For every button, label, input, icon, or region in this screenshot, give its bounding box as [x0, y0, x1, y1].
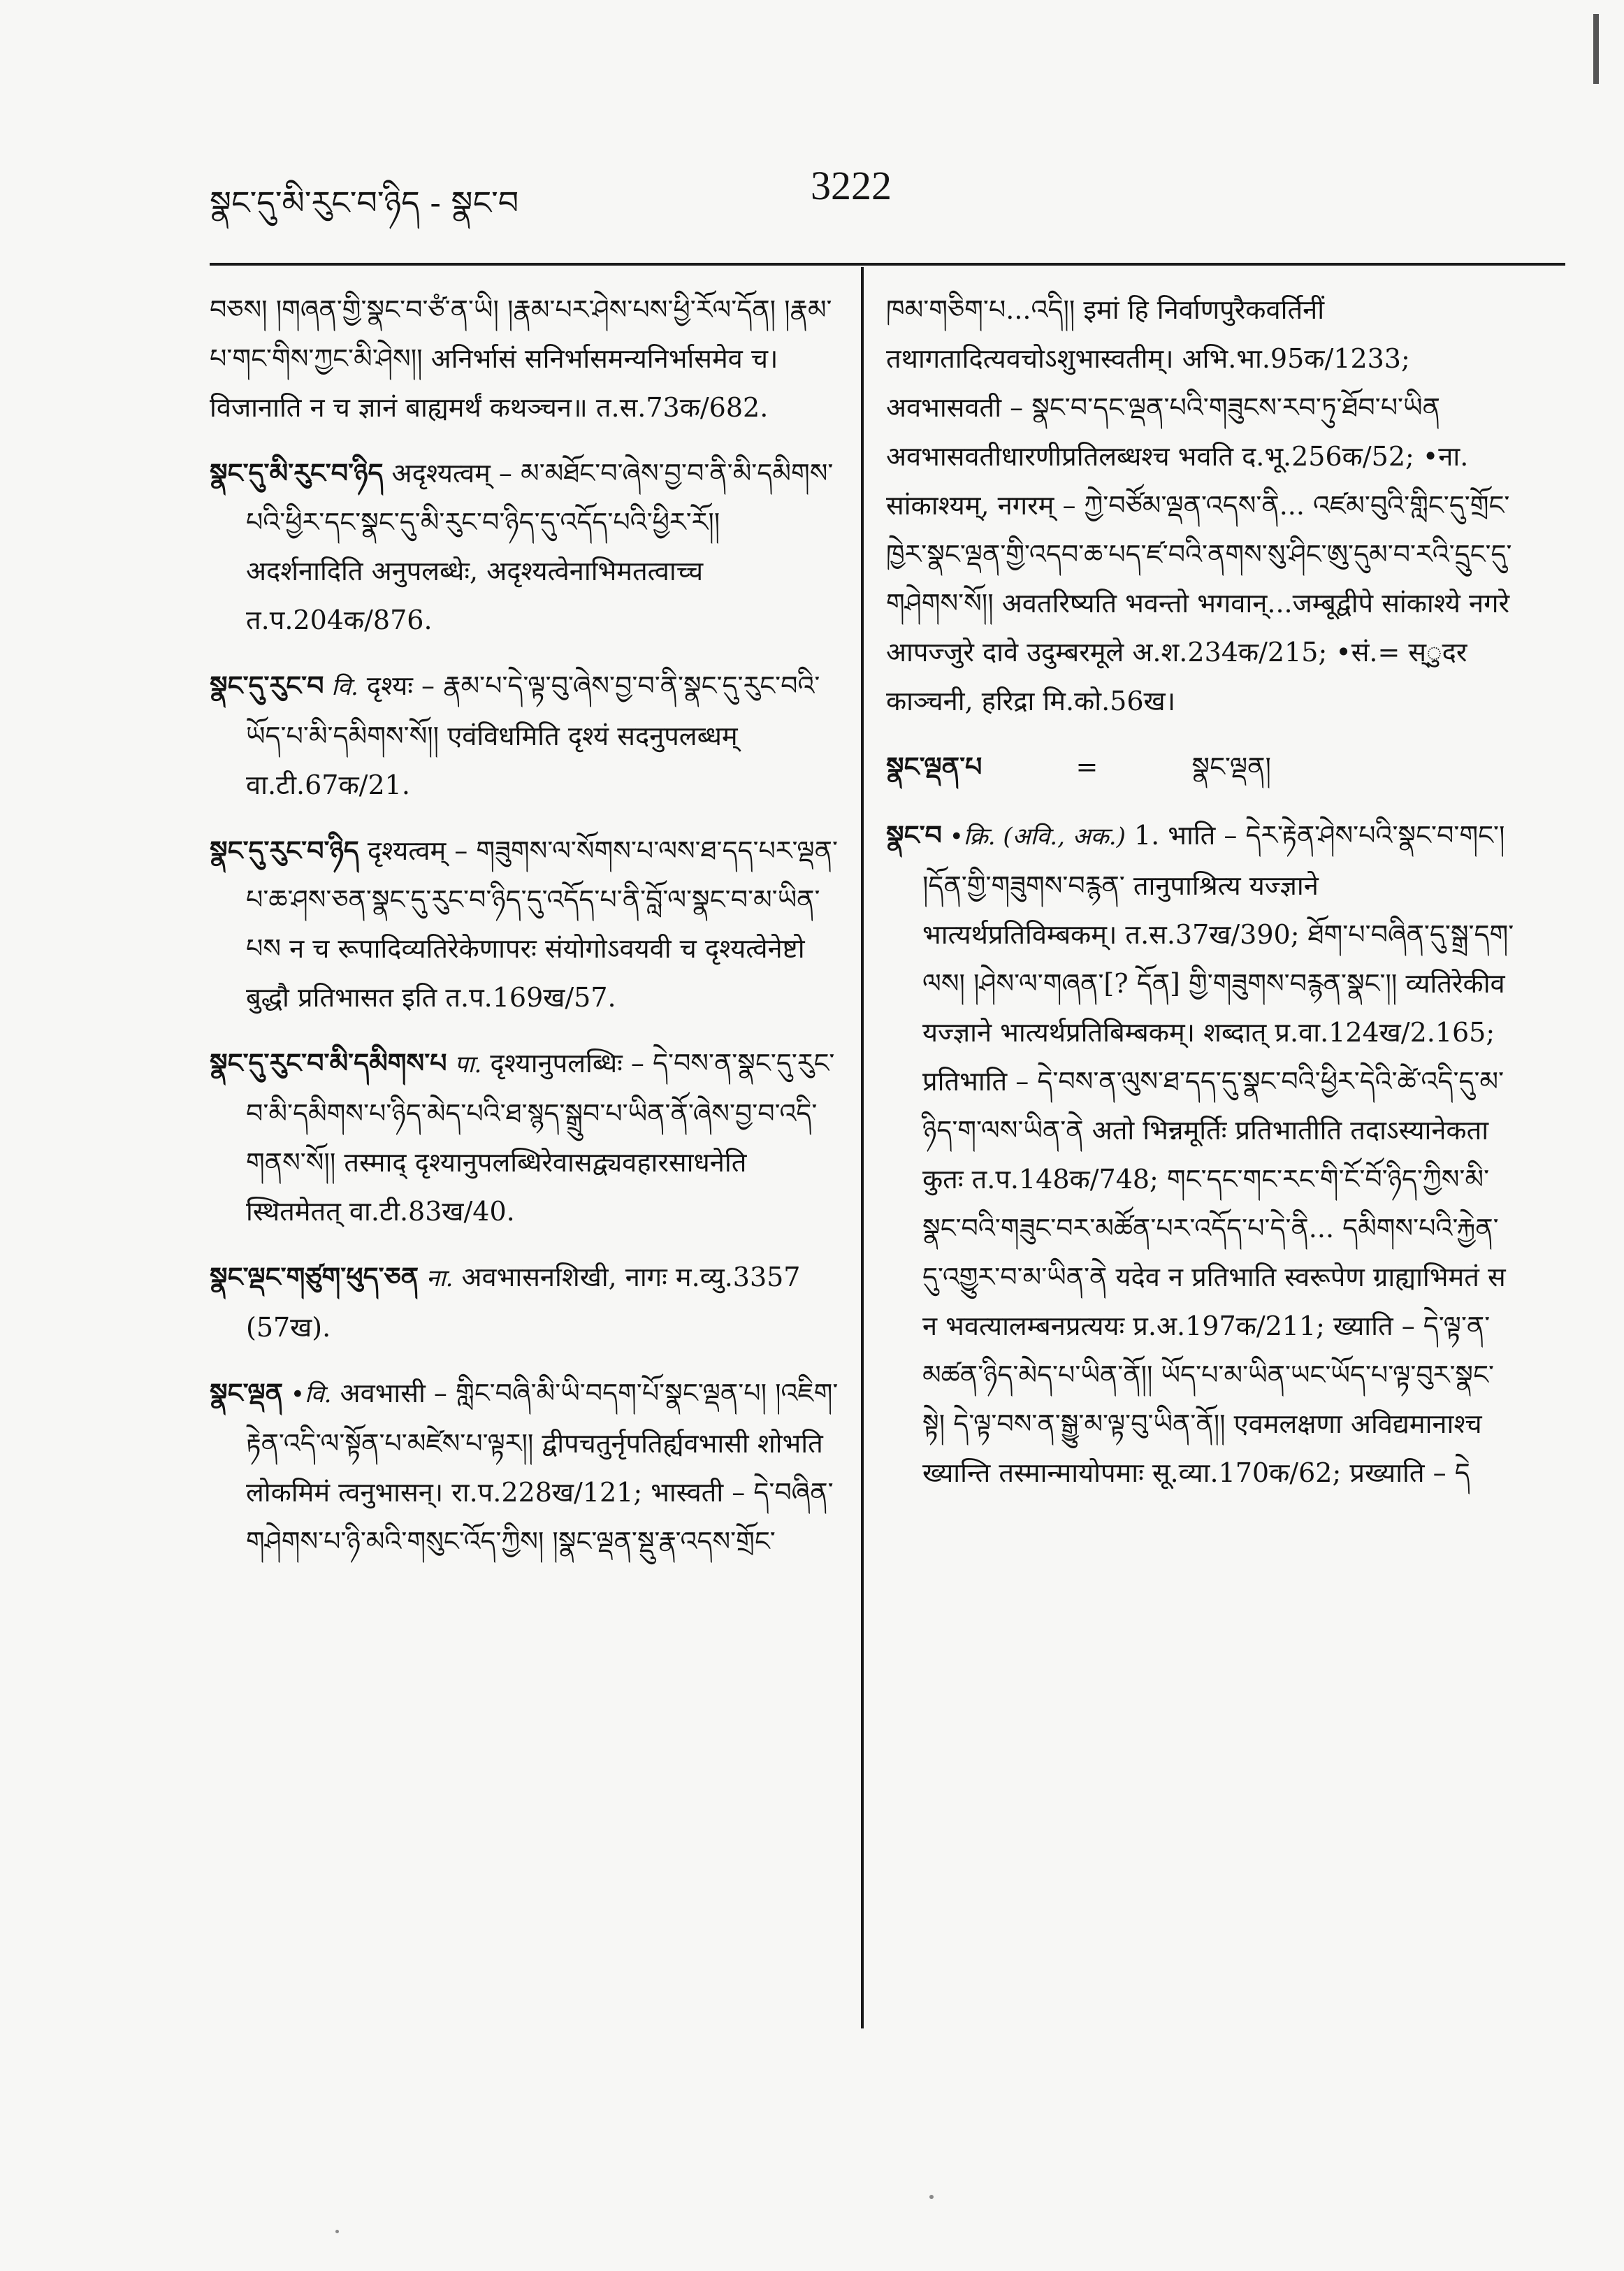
dictionary-entry	[210, 449, 839, 644]
right-column	[886, 285, 1515, 2061]
entry-text: བཅས། །གཞན་གྱི་སྣང་བ་ཙཾ་ན་ཡི། །རྣམ་པར་ཤེས་པས་ཕྱི་རོལ་དོན། །རྣམ་པ་གང་གིས་ཀྱང་མི་ཤེས།། अनिर्भासं सनिर्भासमन्यनिर्भासमेव च। विजानाति न च ज्ञानं बाह्यमर्थं कथञ्चन॥ त.स.73क/682.	[210, 294, 832, 423]
entry-text: दृश्यत्वम् – གཟུགས་ལ་སོགས་པ་ལས་ཐ་དད་པར་ལྡན་པ་ཆ་ཤས་ཅན་སྣང་དུ་རུང་བ་ཉིད་དུ་འདོད་པ་ནི་བློ་ལ་སྣང་བ་མ་ཡིན་པས न च रूपादिव्यतिरेकेणापरः संयोगोऽवयवी च दृश्यत्वेनेष्टो बुद्धौ प्रतिभासत इति त.प.169ख/57.	[246, 835, 839, 1013]
grammar-tag: पा.	[447, 1051, 482, 1079]
ink-speck	[335, 2230, 339, 2233]
entry-body	[210, 826, 839, 1022]
running-head: སྣང་དུ་མི་རུང་བ་ཉིད - སྣང་བ	[210, 184, 519, 222]
page-header	[0, 162, 1624, 222]
grammar-tag: ना.	[419, 1264, 454, 1292]
page-number: 3222	[811, 163, 892, 208]
ink-speck	[929, 2195, 934, 2199]
entry-text: अवभासी – གླིང་བཞི་མི་ཡི་བདག་པོ་སྣང་ལྡན་པ། །འཇིག་རྟེན་འདི་ལ་སྟོན་པ་མཛེས་པ་ལྟར།། द्वीपचतुर्नृपतिर्ह्यवभासी शोभति लोकमिमं त्वनुभासन्। रा.प.228ख/121; भास्वती – དེ་བཞིན་གཤེགས་པ་ཉི་མའི་གསུང་འོད་ཀྱིས། །སྣང་ལྡན་སྡུ་རྣ་འདས་གྲོང་	[246, 1378, 839, 1557]
cross-reference-entry	[886, 742, 1515, 791]
entry-continuation	[210, 285, 839, 432]
entry-body	[210, 449, 839, 644]
entry-headword: སྣང་ལྡན	[210, 1377, 284, 1408]
dictionary-entry	[210, 1039, 839, 1236]
grammar-tag: वि.	[324, 673, 358, 701]
entry-text: 1. भाति – དེར་རྟེན་ཤེས་པའི་སྣང་བ་གང་། །དོན་གྱི་གཟུགས་བརྙན་ तानुपाश्रित्य यज्ज्ञाने भात्यर्थप्रतिविम्बकम्। त.स.37ख/390; ཐོག་པ་བཞིན་དུ་སྒྲ་དག་ལས། །ཤེས་ལ་གཞན་[? དོན] གྱི་གཟུགས་བརྙན་སྣང་།། व्यतिरेकीव यज्ज्ञाने भात्यर्थप्रतिबिम्बकम्। शब्दात् प्र.वा.124ख/2.165; प्रतिभाति – དེ་བས་ན་ལུས་ཐ་དད་དུ་སྣང་བའི་ཕྱིར་དེའི་ཚེ་འདི་དུ་མ་ཉིད་ག་ལས་ཡིན་ནེ अतो भिन्नमूर्तिः प्रतिभातीति तदाऽस्यानेकता कुतः त.प.148क/748; གང་དང་གང་རང་གི་ངོ་བོ་ཉིད་ཀྱིས་མི་སྣང་བའི་གཟུང་བར་མཚོན་པར་འདོད་པ་དེ་ནི... དམིགས་པའི་རྐྱེན་དུ་འགྱུར་བ་མ་ཡིན་ནེ यदेव न प्रतिभाति स्वरूपेण ग्राह्याभिमतं स न भवत्यालम्बनप्रत्ययः प्र.अ.197क/211; ख्याति – དེ་ལྟ་ན་མཚན་ཉིད་མེད་པ་ཡིན་ནོ།། ཡོད་པ་མ་ཡིན་ཡང་ཡོད་པ་ལྟ་བུར་སྣང་སྟེ། དེ་ལྟ་བས་ན་སྒྱུ་མ་ལྟ་བུ་ཡིན་ནོ།། एवमलक्षणा अविद्यमानाश्च ख्यान्ति तस्मान्मायोपमाः सू.व्या.170क/62; प्रख्याति – དེ	[922, 820, 1514, 1488]
left-column	[210, 285, 839, 2061]
entry-body	[886, 811, 1515, 1497]
entry-text: अवभासनशिखी, नागः म.व्यु.3357 (57ख).	[246, 1262, 801, 1343]
entry-headword: སྣང་དུ་རུང་བ་ཉིད	[210, 835, 359, 866]
grammar-tag: •वि.	[283, 1380, 332, 1408]
entry-body	[210, 1039, 839, 1236]
entry-text: दृश्यानुपलब्धिः – དེ་བས་ན་སྣང་དུ་རུང་བ་མི་དམིགས་པ་ཉིད་མེད་པའི་ཐ་སྙད་སྒྲུབ་པ་ཡིན་ནོ་ཞེས་བྱ་བ་འདི་གནས་སོ།། तस्माद् दृश्यानुपलब्धिरेवासद्व्यवहारसाधनेति स्थितमेतत् वा.टी.83ख/40.	[246, 1048, 835, 1227]
entry-body	[210, 1369, 839, 1566]
entry-body	[210, 285, 839, 432]
equals-sign: =	[1075, 751, 1099, 782]
entry-headword: སྣང་དུ་རུང་བ་མི་དམིགས་པ	[210, 1047, 447, 1079]
entry-headword: སྣང་དུ་རུང་བ	[210, 670, 324, 701]
dictionary-entry	[210, 1369, 839, 1566]
grammar-tag: •क्रि. (अवि., अक.)	[941, 823, 1126, 851]
entry-body	[210, 661, 839, 809]
cross-reference-target: སྣང་ལྡན།	[1191, 751, 1271, 782]
column-divider	[861, 267, 864, 2028]
dictionary-entry	[210, 661, 839, 809]
entry-headword: སྣང་བ	[886, 819, 942, 851]
entry-body	[210, 1253, 839, 1352]
dictionary-entry	[210, 1253, 839, 1352]
entry-text: ཁམ་གཅིག་པ...འདི།། इमां हि निर्वाणपुरैकवर्तिनीं तथागतादित्यवचोऽशुभास्वतीम्। अभि.भा.95क/1233; अवभासवती – སྣང་བ་དང་ལྡན་པའི་གཟུངས་རབ་ཏུ་ཐོབ་པ་ཡིན अवभासवतीधारणीप्रतिलब्धश्च भवति द.भू.256क/52; •ना. सांकाश्यम्, नगरम् – ཀྱེ་བཙོམ་ལྡན་འདས་ནི... འཛམ་བུའི་གླིང་དུ་གྲོང་ཁྱེར་སྣང་ལྡན་གྱི་འདབ་ཆ་པད་ཛ་བའི་ནགས་སུ་ཤིང་ཨུ་དུམ་བ་རའི་དྲུང་དུ་གཤེགས་སོ།། अवतरिष्यति भवन्तो भगवान्...जम्बूद्वीपे सांकाश्ये नगरे आपज्जुरे दावे उदुम्बरमूले अ.श.234क/215; •सं.= स्ुदर काञ्चनी, हरिद्रा मि.को.56ख।	[886, 294, 1512, 716]
entry-headword: སྣང་ལྡང་གཙུག་ཕུད་ཅན	[210, 1261, 419, 1292]
entry-headword: སྣང་ལྡན་པ	[886, 751, 983, 782]
dictionary-entry	[886, 811, 1515, 1497]
margin-mark	[1593, 14, 1599, 84]
entry-text: दृश्यः – རྣམ་པ་དེ་ལྟ་བུ་ཞེས་བྱ་བ་ནི་སྣང་དུ་རུང་བའི་ཡོད་པ་མི་དམིགས་སོ།། एवंविधमिति दृश्यं सदनुपलब्धम् वा.टी.67क/21.	[246, 670, 820, 800]
entry-headword: སྣང་དུ་མི་རུང་བ་ཉིད	[210, 457, 384, 489]
entry-continuation	[886, 285, 1515, 726]
header-rule	[210, 263, 1565, 266]
dictionary-entry	[210, 826, 839, 1022]
entry-text: अदृश्यत्वम् – མ་མཐོང་བ་ཞེས་བྱ་བ་ནི་མི་དམིགས་པའི་ཕྱིར་དང་སྣང་དུ་མི་རུང་བ་ཉིད་དུ་འདོད་པའི་ཕྱིར་རོ།། अदर्शनादिति अनुपलब्धेः, अदृश्यत्वेनाभिमतत्वाच्च त.प.204क/876.	[246, 458, 834, 635]
entry-body	[886, 285, 1515, 726]
